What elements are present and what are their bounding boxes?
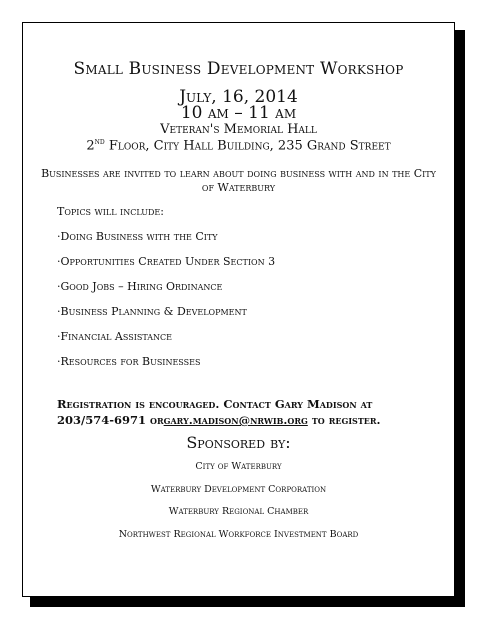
topic-item: ·Opportunities Created Under Section 3 [57,255,276,268]
invite-text: Businesses are invited to learn about doing business with and in the City of Waterbury [41,167,436,194]
registration-line-2 [57,412,438,428]
topic-item: ·Business Planning & Development [57,305,247,318]
topics-label: Topics will include: [57,205,164,218]
topic-item: ·Doing Business with the City [57,230,218,243]
event-date: July, 16, 2014 [179,87,298,107]
sponsor-item: Northwest Regional Workforce Investment Board [118,529,359,540]
registration-tail: to register. [307,413,381,427]
event-venue: Veteran's Memorial Hall [160,122,317,137]
topic-item: ·Resources for Businesses [57,355,201,368]
flyer [22,22,455,597]
sponsored-by-heading: Sponsored by: [186,433,291,452]
event-address [23,137,454,153]
topic-item: ·Financial Assistance [57,330,172,343]
registration-line-1: Registration is encouraged. Contact Gary Madison at [57,397,373,411]
address-floor-number: 2 [86,138,95,154]
address-floor-suffix: nd [94,137,105,146]
registration-email-link[interactable]: gary.madison@nrwib.org [163,413,308,427]
address-rest: Floor, City Hall Building, 235 Grand Street [104,138,391,154]
sponsor-item: City of Waterbury [195,461,282,472]
sponsor-item: Waterbury Regional Chamber [168,506,309,517]
event-time: 10 am – 11 am [180,103,297,123]
flyer-title: Small Business Development Workshop [73,59,404,79]
registration-phone: 203/574-6971 or [57,413,164,427]
topic-item: ·Good Jobs – Hiring Ordinance [57,280,223,293]
sponsor-item: Waterbury Development Corporation [150,484,327,495]
registration-notice [57,396,438,428]
